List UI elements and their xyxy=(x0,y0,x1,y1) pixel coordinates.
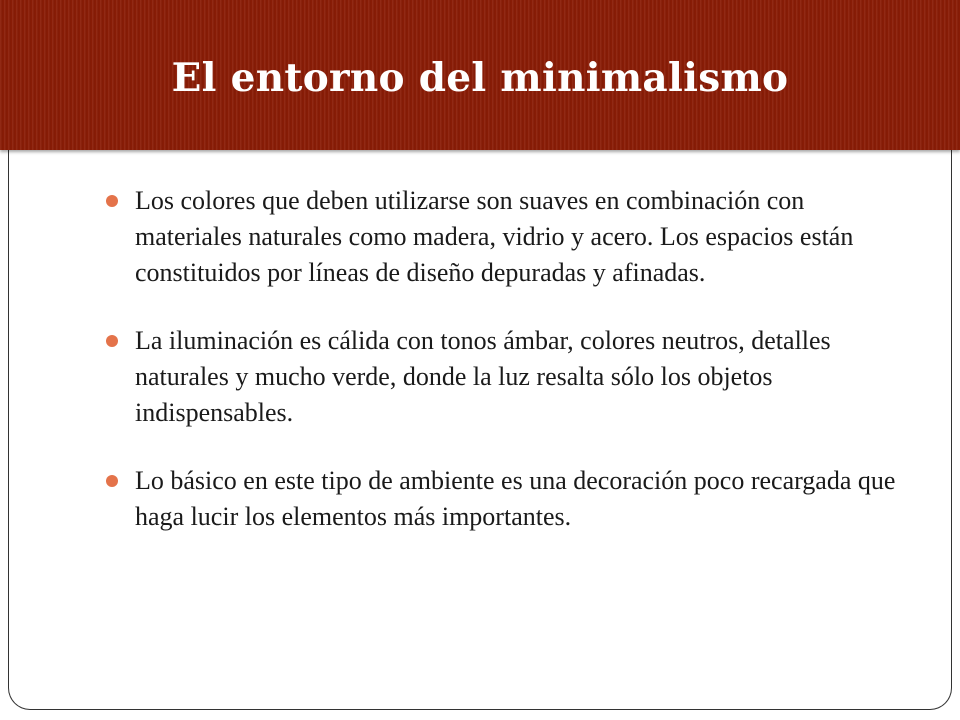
title-bar xyxy=(0,0,960,150)
bullet-dot-icon xyxy=(106,335,118,347)
bullet-text: La iluminación es cálida con tonos ámbar, colores neutros, detalles naturales y mucho verde, donde la luz resalta sólo los objetos indispensables. xyxy=(135,326,831,427)
bullet-dot-icon xyxy=(106,195,118,207)
bullet-dot-icon xyxy=(106,475,118,487)
bullet-item xyxy=(106,463,906,535)
slide-title: El entorno del minimalismo xyxy=(171,55,789,101)
bullet-item xyxy=(106,323,906,431)
bullet-text: Lo básico en este tipo de ambiente es una decoración poco recargada que haga lucir los elementos más importantes. xyxy=(135,466,896,531)
bullet-text: Los colores que deben utilizarse son suaves en combinación con materiales naturales como madera, vidrio y acero. Los espacios están constituidos por líneas de diseño depuradas y afinadas. xyxy=(135,186,854,287)
bullet-list xyxy=(106,183,906,535)
bullet-item xyxy=(106,183,906,291)
